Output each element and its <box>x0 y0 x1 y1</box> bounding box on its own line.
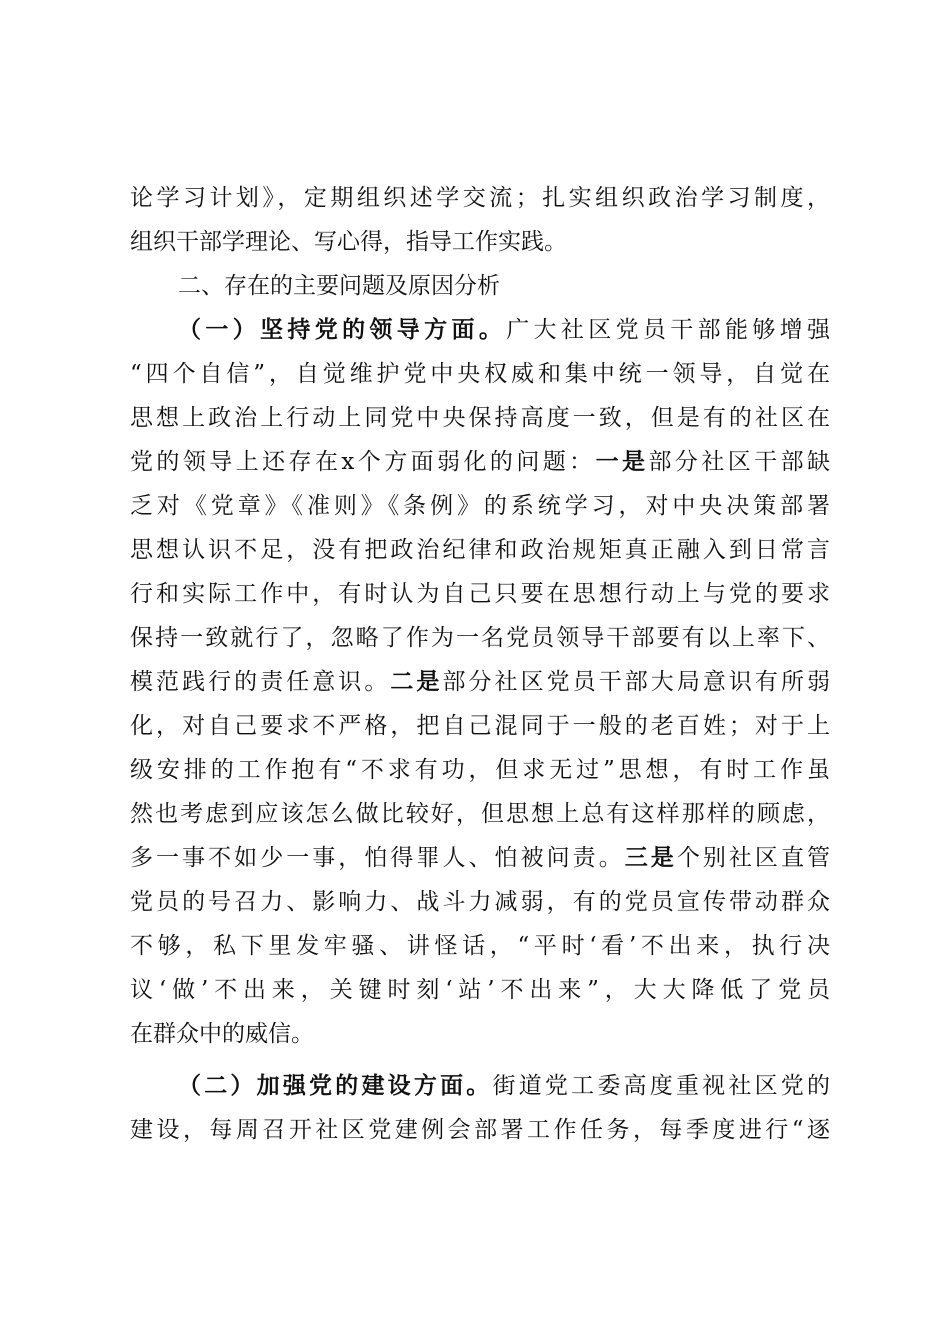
subsection-heading: （一）坚持党的领导方面。 <box>178 316 507 343</box>
line-text: 思想上政治上行动上同党中央保持高度一致，但是有的社区在 <box>130 405 830 431</box>
line-text: 党的领导上还存在x个方面弱化的问题： <box>130 449 596 475</box>
line-text: 个别社区直管 <box>676 845 831 871</box>
line-text: 街道党工委高度重视社区党的 <box>492 1073 831 1099</box>
paragraph-line <box>130 440 830 484</box>
paragraph-line <box>130 968 830 1012</box>
emphasis-label: 三是 <box>624 844 677 871</box>
line-text: 在群众中的威信。 <box>130 1021 314 1047</box>
paragraph-line <box>130 1012 830 1056</box>
paragraph-line <box>130 352 830 396</box>
emphasis-label: 二是 <box>390 668 443 695</box>
line-text: 保持一致就行了，忽略了作为一名党员领导干部要有以上率下、 <box>130 625 830 651</box>
paragraph-line <box>130 748 830 792</box>
line-text: 建设，每周召开社区党建例会部署工作任务，每季度进行“逐 <box>130 1117 830 1143</box>
line-text: 论学习计划》，定期组织述学交流；扎实组织政治学习制度， <box>130 185 830 211</box>
paragraph-line <box>178 308 830 352</box>
line-text: 不够，私下里发牢骚、讲怪话，“平时‘看’不出来，执行决 <box>130 933 830 959</box>
subsection-heading: （二）加强党的建设方面。 <box>178 1072 493 1099</box>
line-text: “四个自信”，自觉维护党中央权威和集中统一领导，自觉在 <box>130 361 830 387</box>
line-text: 级安排的工作抱有“不求有功，但求无过”思想，有时工作虽 <box>130 757 830 783</box>
paragraph-line <box>130 616 830 660</box>
paragraph-line <box>178 1064 830 1108</box>
paragraph-line <box>130 660 830 704</box>
line-text: 行和实际工作中，有时认为自己只要在思想行动上与党的要求 <box>130 581 830 607</box>
line-text: 党员的号召力、影响力、战斗力减弱，有的党员宣传带动群众 <box>130 889 830 915</box>
line-text: 乏对《党章》《准则》《条例》的系统学习，对中央决策部署 <box>130 493 830 519</box>
section-heading <box>178 264 830 308</box>
emphasis-label: 一是 <box>595 448 649 475</box>
section-heading-text: 二、存在的主要问题及原因分析 <box>178 273 500 299</box>
line-text: 议‘做’不出来，关键时刻‘站’不出来”，大大降低了党员 <box>130 977 830 1003</box>
line-text: 部分社区党员干部大局意识有所弱 <box>442 669 831 695</box>
line-text: 思想认识不足，没有把政治纪律和政治规矩真正融入到日常言 <box>130 537 830 563</box>
paragraph-line <box>130 792 830 836</box>
paragraph-line <box>130 704 830 748</box>
paragraph-line <box>130 484 830 528</box>
paragraph-line <box>130 880 830 924</box>
paragraph-line <box>130 836 830 880</box>
paragraph-line <box>130 220 830 264</box>
paragraph-line <box>130 924 830 968</box>
line-text: 组织干部学理论、写心得，指导工作实践。 <box>130 229 567 255</box>
line-text: 化，对自己要求不严格，把自己混同于一般的老百姓；对于上 <box>130 713 830 739</box>
paragraph-line <box>130 176 830 220</box>
line-text: 模范践行的责任意识。 <box>130 669 391 695</box>
paragraph-line <box>130 528 830 572</box>
line-text: 多一事不如少一事，怕得罪人、怕被问责。 <box>130 845 625 871</box>
paragraph-line <box>130 1108 830 1152</box>
line-text: 然也考虑到应该怎么做比较好，但思想上总有这样那样的顾虑， <box>130 801 830 827</box>
line-text: 部分社区干部缺 <box>648 449 831 475</box>
line-text: 广大社区党员干部能够增强 <box>506 317 831 343</box>
paragraph-line <box>130 396 830 440</box>
paragraph-line <box>130 572 830 616</box>
